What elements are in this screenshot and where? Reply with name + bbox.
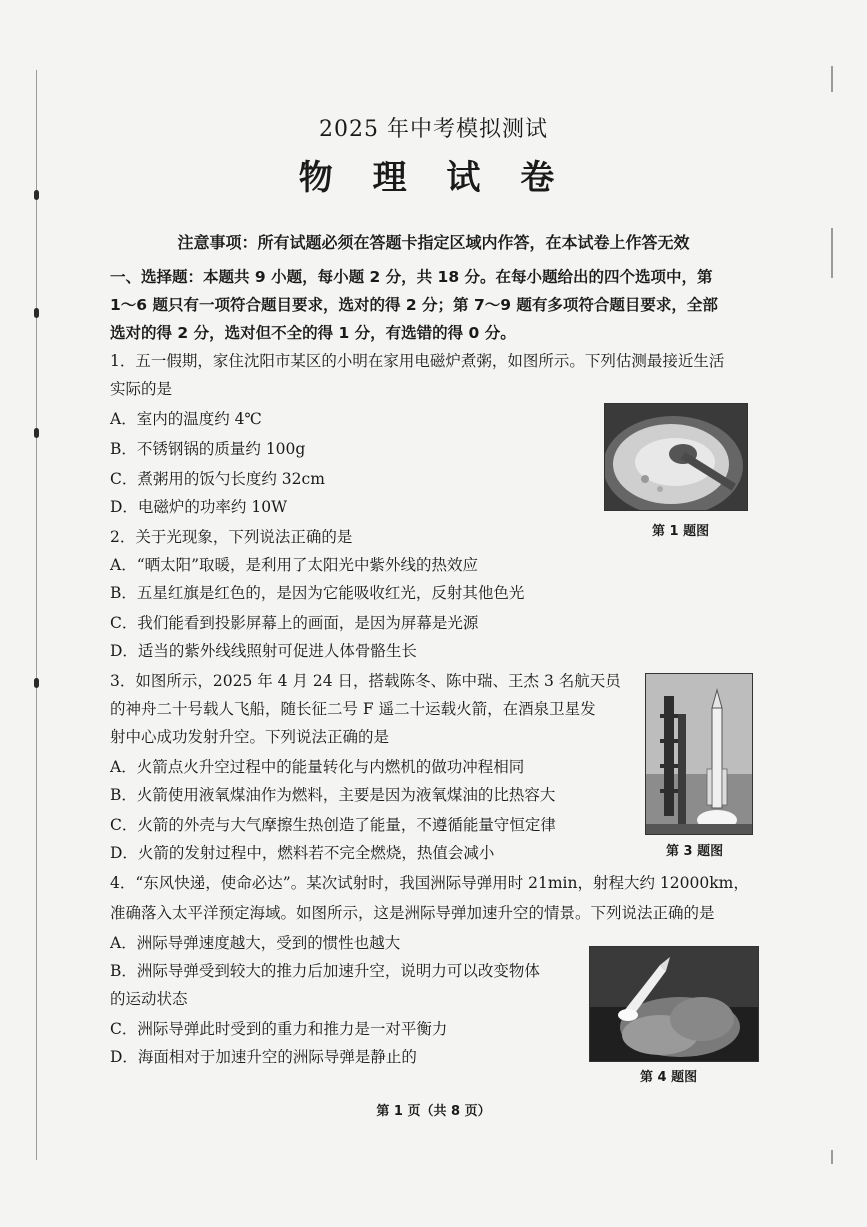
scan-edge-line-right-3 [831, 1150, 833, 1164]
question-2-stem: 2．关于光现象，下列说法正确的是 [110, 528, 353, 546]
question-1-option-a: A．室内的温度约 4℃ [110, 410, 262, 428]
question-1-caption: 第 1 题图 [652, 524, 710, 539]
question-3-stem: 射中心成功发射升空。下列说法正确的是 [110, 728, 390, 746]
question-2-option-c: C．我们能看到投影屏幕上的画面，是因为屏幕是光源 [110, 614, 479, 632]
section-instructions-line: 1～6 题只有一项符合题目要求，选对的得 2 分；第 7～9 题有多项符合题目要求，全部 [110, 296, 718, 314]
question-3-option-d: D．火箭的发射过程中，燃料若不完全燃烧，热值会减小 [110, 844, 495, 862]
question-3-option-b: B．火箭使用液氧煤油作为燃料，主要是因为液氧煤油的比热容大 [110, 786, 556, 804]
page-number: 第 1 页（共 8 页） [376, 1104, 491, 1119]
question-4-caption: 第 4 题图 [640, 1070, 698, 1085]
question-1-stem: 1．五一假期，家住沈阳市某区的小明在家用电磁炉煮粥，如图所示。下列估测最接近生活 [110, 352, 725, 370]
question-1-stem: 实际的是 [110, 380, 173, 398]
question-4-option-b: B．洲际导弹受到较大的推力后加速升空，说明力可以改变物体 [110, 962, 540, 980]
binding-hole-mark [34, 428, 39, 438]
question-4-option-c: C．洲际导弹此时受到的重力和推力是一对平衡力 [110, 1020, 448, 1038]
question-3-stem: 的神舟二十号载人飞船，随长征二号 F 遥二十运载火箭，在酒泉卫星发 [110, 700, 596, 718]
question-4-stem: 4．“东风快递，使命必达”。某次试射时，我国洲际导弹用时 21min，射程大约 12000km， [110, 874, 749, 892]
question-2-option-a: A．“晒太阳”取暖，是利用了太阳光中紫外线的热效应 [110, 556, 479, 574]
question-1-option-d: D．电磁炉的功率约 10W [110, 498, 288, 516]
question-3-stem: 3．如图所示，2025 年 4 月 24 日，搭载陈冬、陈中瑞、王杰 3 名航天员 [110, 672, 621, 690]
question-4-photo [589, 946, 759, 1062]
question-4-stem: 准确落入太平洋预定海域。如图所示，这是洲际导弹加速升空的情景。下列说法正确的是 [110, 904, 715, 922]
question-1-option-c: C．煮粥用的饭勺长度约 32cm [110, 470, 325, 488]
question-3-caption: 第 3 题图 [666, 844, 724, 859]
binding-hole-mark [34, 678, 39, 688]
exam-notice: 注意事项：所有试题必须在答题卡指定区域内作答，在本试卷上作答无效 [177, 233, 690, 252]
question-2-option-b: B．五星红旗是红色的，是因为它能吸收红光，反射其他色光 [110, 584, 525, 602]
section-instructions-line: 一、选择题：本题共 9 小题，每小题 2 分，共 18 分。在每小题给出的四个选项中，第 [110, 268, 713, 286]
question-4-option-b-cont: 的运动状态 [110, 990, 188, 1008]
binding-hole-mark [34, 308, 39, 318]
question-1-photo [604, 403, 748, 511]
question-4-option-a: A．洲际导弹速度越大，受到的惯性也越大 [110, 934, 401, 952]
question-4-option-d: D．海面相对于加速升空的洲际导弹是静止的 [110, 1048, 417, 1066]
question-2-option-d: D．适当的紫外线线照射可促进人体骨骼生长 [110, 642, 417, 660]
scan-edge-line-right [831, 66, 833, 92]
section-instructions-line: 选对的得 2 分，选对但不全的得 1 分，有选错的得 0 分。 [110, 324, 516, 342]
exam-subtitle: 2025 年中考模拟测试 [319, 117, 548, 142]
question-3-option-c: C．火箭的外壳与大气摩擦生热创造了能量，不遵循能量守恒定律 [110, 816, 556, 834]
question-1-option-b: B．不锈钢锅的质量约 100g [110, 440, 306, 458]
question-3-option-a: A．火箭点火升空过程中的能量转化与内燃机的做功冲程相同 [110, 758, 525, 776]
exam-title: 物 理 试 卷 [298, 158, 569, 198]
question-3-photo [645, 673, 753, 835]
